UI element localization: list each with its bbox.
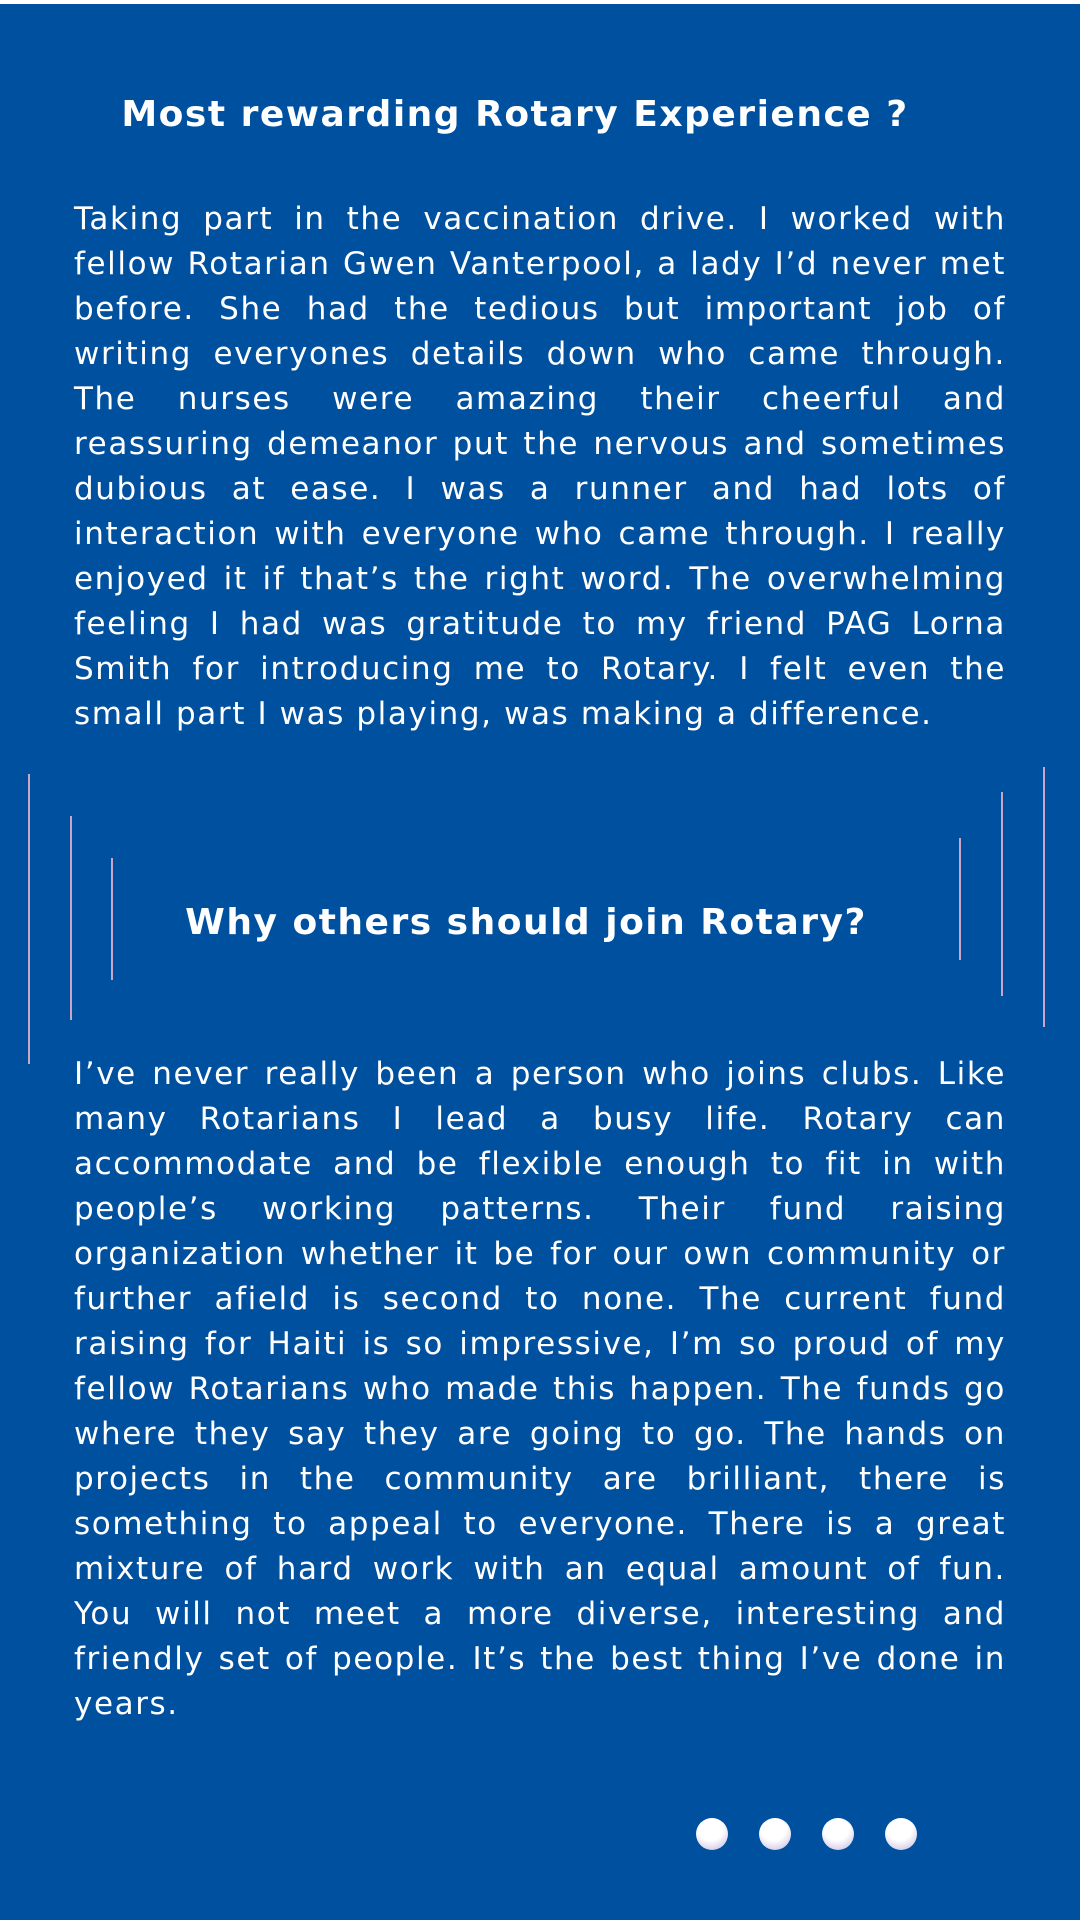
section-heading-rewarding-experience: Most rewarding Rotary Experience ? [121, 94, 909, 135]
section-body-why-join: I’ve never really been a person who joins clubs. Like many Rotarians I lead a busy life. Rotary can accommodate and be flexible enough to fit in with people’s working patterns. Their fund raising organization whether it be for our own community or further afield is second to none. The current fund raising for Haiti is so impressive, I’m so proud of my fellow Rotarians who made this happen. The funds go where they say they are going to go. The hands on projects in the community are brilliant, there is something to appeal to everyone. There is a great mixture of hard work with an equal amount of fun. You will not meet a more diverse, interesting and friendly set of people. It’s the best thing I’ve done in years. [74, 1056, 1006, 1722]
circle-dot-icon [759, 1818, 791, 1850]
circle-dot-icon [822, 1818, 854, 1850]
decorative-dots [696, 1818, 917, 1850]
section-heading-why-join: Why others should join Rotary? [185, 902, 867, 943]
decorative-line-right-outer [1043, 767, 1045, 1027]
page-background [0, 4, 1080, 1920]
circle-dot-icon [696, 1818, 728, 1850]
circle-dot-icon [885, 1818, 917, 1850]
decorative-line-right-middle [1001, 792, 1003, 996]
section-body-rewarding-experience: Taking part in the vaccination drive. I worked with fellow Rotarian Gwen Vanterpool, a lady I’d never met before. She had the tedious but important job of writing everyones details down who came through. The nurses were amazing their cheerful and reassuring demeanor put the nervous and sometimes dubious at ease. I was a runner and had lots of interaction with everyone who came through. I really enjoyed it if that’s the right word. The overwhelming feeling I had was gratitude to my friend PAG Lorna Smith for introducing me to Rotary. I felt even the small part I was playing, was making a difference. [74, 201, 1006, 732]
